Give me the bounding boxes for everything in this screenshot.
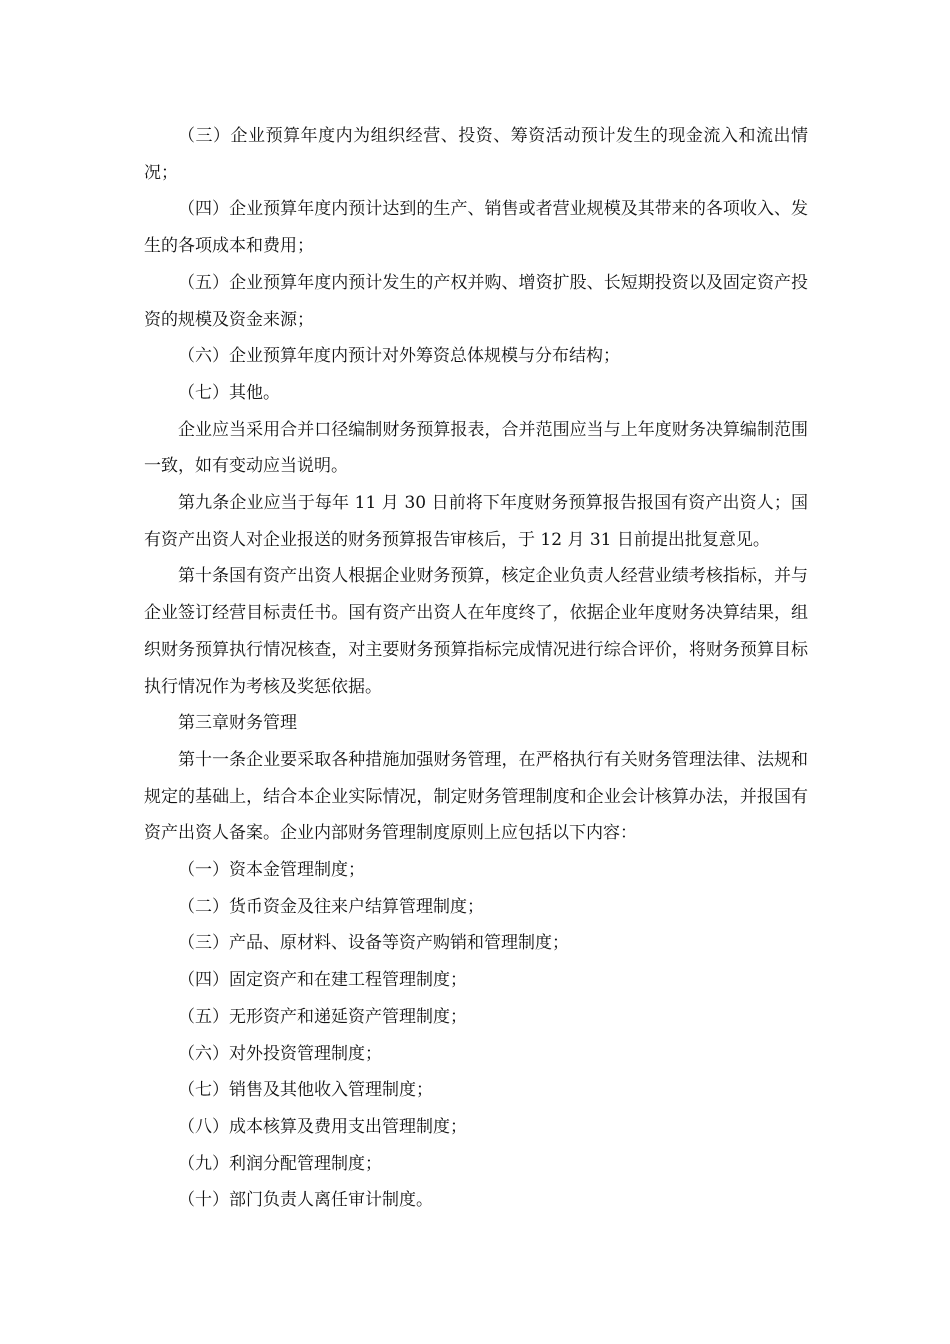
list-item-9: （九）利润分配管理制度； bbox=[178, 1153, 382, 1174]
list-item-8: （八）成本核算及费用支出管理制度； bbox=[178, 1116, 467, 1137]
paragraph-investment-scale: （五）企业预算年度内预计发生的产权并购、增资扩股、长短期投资以及固定资产投资的规模及资金来源； bbox=[144, 272, 808, 330]
paragraph-consolidated-scope: 企业应当采用合并口径编制财务预算报表，合并范围应当与上年度财务决算编制范围一致，如有变动应当说明。 bbox=[144, 419, 808, 477]
list-item-3: （三）产品、原材料、设备等资产购销和管理制度； bbox=[178, 933, 569, 954]
list-item-10: （十）部门负责人离任审计制度。 bbox=[178, 1190, 433, 1211]
list-item-5: （五）无形资产和递延资产管理制度； bbox=[178, 1006, 467, 1027]
paragraph-production-scale: （四）企业预算年度内预计达到的生产、销售或者营业规模及其带来的各项收入、发生的各项成本和费用； bbox=[144, 199, 808, 257]
list-item-7: （七）销售及其他收入管理制度； bbox=[178, 1080, 433, 1101]
paragraph-cash-flow: （三）企业预算年度内为组织经营、投资、筹资活动预计发生的现金流入和流出情况； bbox=[144, 126, 808, 183]
chapter-3-heading: 第三章财务管理 bbox=[178, 713, 297, 734]
article-9: 第九条企业应当于每年 11 月 30 日前将下年度财务预算报告报国有资产出资人；国有资产出资人对企业报送的财务预算报告审核后，于 12 月 31 日前提出批复意见。 bbox=[144, 493, 808, 550]
paragraph-other: （七）其他。 bbox=[178, 382, 280, 403]
document-page bbox=[144, 118, 808, 1219]
paragraph-financing-structure: （六）企业预算年度内预计对外筹资总体规模与分布结构； bbox=[178, 346, 620, 367]
article-10: 第十条国有资产出资人根据企业财务预算，核定企业负责人经营业绩考核指标，并与企业签订经营目标责任书。国有资产出资人在年度终了，依据企业年度财务决算结果，组织财务预算执行情况核查，对主要财务预算指标完成情况进行综合评价，将财务预算目标执行情况作为考核及奖惩依据。 bbox=[144, 566, 808, 697]
list-item-6: （六）对外投资管理制度； bbox=[178, 1043, 382, 1064]
list-item-2: （二）货币资金及往来户结算管理制度； bbox=[178, 896, 484, 917]
list-item-4: （四）固定资产和在建工程管理制度； bbox=[178, 970, 467, 991]
article-11: 第十一条企业要采取各种措施加强财务管理，在严格执行有关财务管理法律、法规和规定的基础上，结合本企业实际情况，制定财务管理制度和企业会计核算办法，并报国有资产出资人备案。企业内部财务管理制度原则上应包括以下内容： bbox=[144, 749, 808, 844]
list-item-1: （一）资本金管理制度； bbox=[178, 860, 365, 881]
